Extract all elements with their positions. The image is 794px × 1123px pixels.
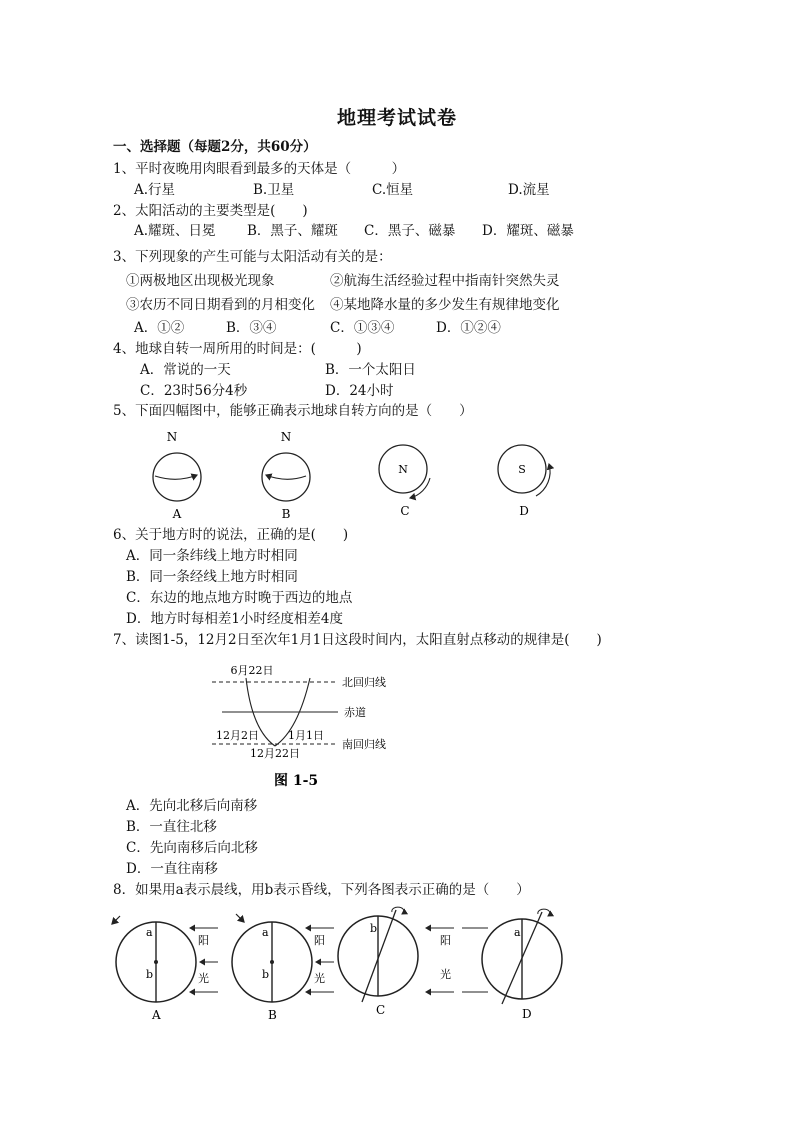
q5-fig-a-north-label: N <box>166 430 178 444</box>
q5-arrow-b-icon <box>266 475 306 479</box>
q7-figure-caption: 图 1-5 <box>274 773 319 789</box>
q4-option-a: A．常说的一天 <box>140 362 231 378</box>
q3-statement-2: ②航海生活经验过程中指南针突然失灵 <box>330 273 560 289</box>
q7-label-dec22: 12月22日 <box>250 747 300 760</box>
q5-fig-label-c: C <box>400 504 410 518</box>
q2-option-b: B．黑子、耀斑 <box>247 223 338 239</box>
q8-b-guang: 光 <box>314 972 325 985</box>
q7-label-equator: 赤道 <box>344 706 366 719</box>
q8-center-dot-b-icon <box>270 960 274 964</box>
q4-option-b: B．一个太阳日 <box>325 362 416 378</box>
q5-fig-label-d: D <box>519 504 529 518</box>
q8-c-guang: 光 <box>440 968 451 981</box>
q1-option-c: C.恒星 <box>372 182 414 198</box>
q2-option-d: D．耀斑、磁暴 <box>482 223 574 239</box>
q7-label-dec2: 12月2日 <box>216 729 259 742</box>
q3-option-c: C．①③④ <box>330 320 395 336</box>
q8-fig-label-d: D <box>522 1007 532 1021</box>
q8-b-label-b: b <box>262 968 270 981</box>
q3-statement-1: ①两极地区出现极光现象 <box>126 273 275 289</box>
question-2-stem: 2、太阳活动的主要类型是( ) <box>113 203 308 219</box>
question-1-stem: 1、平时夜晚用肉眼看到最多的天体是（ ） <box>113 161 406 177</box>
q8-b-yang: 阳 <box>314 934 325 947</box>
q5-fig-label-b: B <box>281 507 291 520</box>
q4-option-c: C．23时56分4秒 <box>140 383 248 399</box>
q7-option-a: A．先向北移后向南移 <box>126 798 258 814</box>
q8-terminator-c <box>362 910 396 1002</box>
q8-rotation-arrow-b-icon <box>236 914 244 922</box>
q6-option-a: A．同一条纬线上地方时相同 <box>126 548 298 564</box>
q3-statement-3: ③农历不同日期看到的月相变化 <box>126 297 315 313</box>
q8-fig-label-c: C <box>376 1003 386 1017</box>
question-6-stem: 6、关于地方时的说法，正确的是( ) <box>113 527 349 543</box>
q8-rotation-arrow-a-icon <box>112 916 120 924</box>
q8-fig-label-a: A <box>152 1008 161 1022</box>
q8-rotation-arrow-c-icon <box>392 907 404 914</box>
q8-c-label-b: b <box>370 922 378 935</box>
q5-fig-b-north-label: N <box>280 430 292 444</box>
q8-fig-label-b: B <box>268 1008 277 1022</box>
q8-terminator-figure <box>110 906 580 1024</box>
q8-a-yang: 阳 <box>198 934 209 947</box>
q7-option-c: C．先向南移后向北移 <box>126 840 258 856</box>
q3-option-d: D．①②④ <box>436 320 501 336</box>
q6-option-c: C．东边的地点地方时晚于西边的地点 <box>126 590 353 606</box>
q3-option-b: B．③④ <box>226 320 277 336</box>
q5-fig-c-pole-label: N <box>398 463 408 476</box>
q7-sun-path-figure <box>210 660 410 794</box>
q1-option-a: A.行星 <box>134 182 176 198</box>
page-title: 地理考试试卷 <box>336 107 457 129</box>
q8-a-guang: 光 <box>198 972 209 985</box>
q8-center-dot-a-icon <box>154 960 158 964</box>
q5-fig-d-pole-label: S <box>518 463 526 476</box>
q8-c-yang: 阳 <box>440 934 451 947</box>
q8-rotation-arrow-d-icon <box>538 909 550 916</box>
q7-label-tropic-south: 南回归线 <box>342 738 386 751</box>
q5-arrow-a-icon <box>155 475 197 479</box>
q5-fig-label-a: A <box>172 507 182 520</box>
q1-option-b: B.卫星 <box>253 182 295 198</box>
question-3-stem: 3、下列现象的产生可能与太阳活动有关的是： <box>113 249 392 265</box>
q5-arrow-c-icon <box>410 478 430 498</box>
q3-option-a: A．①② <box>134 320 185 336</box>
q8-a-label-a: a <box>146 926 153 939</box>
q5-rotation-figure <box>140 426 580 520</box>
q1-option-d: D.流星 <box>508 182 550 198</box>
q6-option-b: B．同一条经线上地方时相同 <box>126 569 298 585</box>
section-heading: 一、选择题（每题2分，共60分） <box>113 139 317 155</box>
q7-option-b: B．一直往北移 <box>126 819 217 835</box>
q8-a-label-b: b <box>146 968 154 981</box>
question-5-stem: 5、下面四幅图中，能够正确表示地球自转方向的是（ ） <box>113 403 473 419</box>
q7-option-d: D．一直往南移 <box>126 861 218 877</box>
q7-label-jun22: 6月22日 <box>230 664 274 677</box>
question-4-stem: 4、地球自转一周所用的时间是：( ) <box>113 341 362 357</box>
q6-option-d: D．地方时每相差1小时经度相差4度 <box>126 611 344 627</box>
q3-statement-4: ④某地降水量的多少发生有规律地变化 <box>330 297 560 313</box>
q2-option-c: C．黑子、磁暴 <box>364 223 456 239</box>
question-8-stem: 8．如果用a表示晨线，用b表示昏线，下列各图表示正确的是（ ） <box>113 882 530 898</box>
q8-d-label-a: a <box>514 926 521 939</box>
q2-option-a: A.耀斑、日冕 <box>134 223 216 239</box>
question-7-stem: 7、读图1-5，12月2日至次年1月1日这段时间内，太阳直射点移动的规律是( ) <box>113 632 602 648</box>
q7-label-jan1: 1月1日 <box>288 729 324 742</box>
q4-option-d: D．24小时 <box>325 383 394 399</box>
q7-label-tropic-north: 北回归线 <box>342 676 386 689</box>
q8-b-label-a: a <box>262 926 269 939</box>
